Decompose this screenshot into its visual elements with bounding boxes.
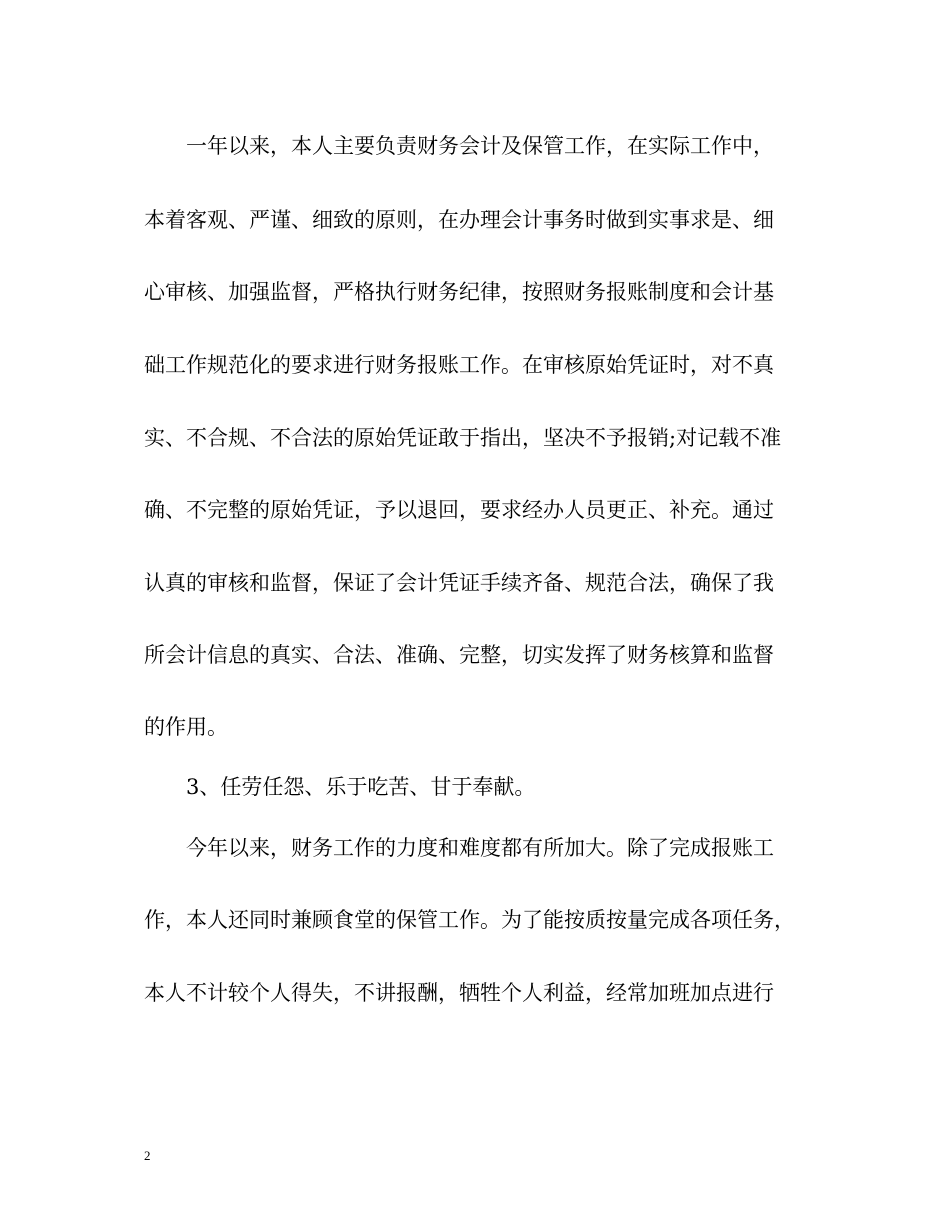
paragraph-1-line-3: 心审核、加强监督，严格执行财务纪律，按照财务报账制度和会计基 xyxy=(144,280,774,304)
paragraph-2-line-1: 今年以来，财务工作的力度和难度都有所加大。除了完成报账工 xyxy=(186,836,774,860)
paragraph-1-line-6: 确、不完整的原始凭证，予以退回，要求经办人员更正、补充。通过 xyxy=(144,498,774,522)
paragraph-1-line-5: 实、不合规、不合法的原始凭证敢于指出，坚决不予报销;对记载不准 xyxy=(144,426,782,450)
paragraph-1-line-7: 认真的审核和监督，保证了会计凭证手续齐备、规范合法，确保了我 xyxy=(144,571,774,595)
paragraph-2-line-3: 本人不计较个人得失，不讲报酬，牺牲个人利益，经常加班加点进行 xyxy=(144,981,774,1005)
paragraph-1-line-4: 础工作规范化的要求进行财务报账工作。在审核原始凭证时，对不真 xyxy=(144,353,774,377)
section-heading-3: 3、任劳任怨、乐于吃苦、甘于奉献。 xyxy=(186,775,536,799)
page-number: 2 xyxy=(144,1148,151,1163)
paragraph-2-line-2: 作，本人还同时兼顾食堂的保管工作。为了能按质按量完成各项任务， xyxy=(144,908,795,932)
paragraph-1-line-2: 本着客观、严谨、细致的原则，在办理会计事务时做到实事求是、细 xyxy=(144,208,774,232)
paragraph-1-line-8: 所会计信息的真实、合法、准确、完整，切实发挥了财务核算和监督 xyxy=(144,643,774,667)
paragraph-1-line-1: 一年以来，本人主要负责财务会计及保管工作，在实际工作中， xyxy=(186,134,774,158)
paragraph-1-line-9: 的作用。 xyxy=(144,715,228,739)
